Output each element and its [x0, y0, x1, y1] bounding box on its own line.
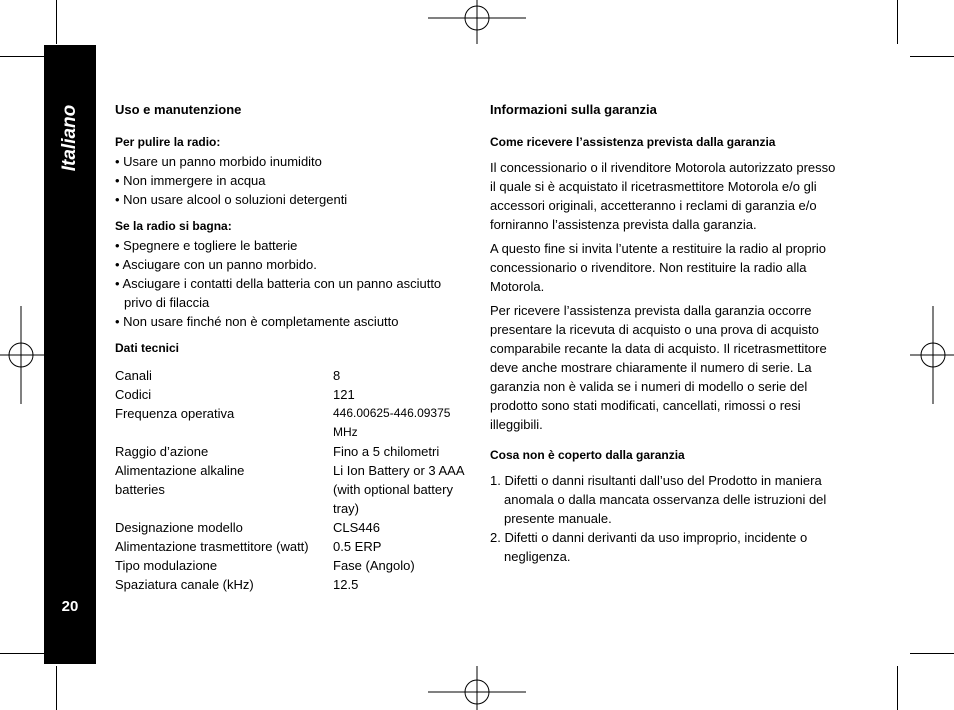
page-number: 20 — [61, 598, 79, 615]
section-title-care: Uso e manutenzione — [115, 102, 242, 117]
crop-mark — [56, 666, 57, 710]
list-item: • Non usare alcool o soluzioni detergenti — [115, 192, 348, 207]
assist-heading: Come ricevere l’assistenza prevista dalla garanzia — [490, 135, 776, 149]
crop-mark — [56, 0, 57, 44]
wet-list — [115, 236, 465, 331]
warranty-paragraph: Il concessionario o il rivenditore Motorola autorizzato presso il quale si è acquistato il ricetrasmettitore Motorola e/o gli accessori originali, accetteranno i reclami di garanzia e/o forniranno l’assistenza prevista dalla garanzia. — [490, 160, 836, 232]
registration-mark-icon — [428, 0, 526, 45]
list-item: 2. Difetti o danni derivanti da uso improprio, incidente o negligenza. — [490, 530, 808, 564]
registration-mark-icon — [428, 666, 526, 710]
left-column — [115, 100, 465, 594]
crop-mark — [897, 666, 898, 710]
warranty-paragraph: Per ricevere l’assistenza prevista dalla garanzia occorre presentare la ricevuta di acquisto o una prova di acquisto comparabile recante la data di acquisto. Il ricetrasmettitore deve anche mostrare chiaramente il numero di serie. La garanzia non è valida se i numeri di modello o serie del prodotto sono stati modificati, cancellati, rimossi o resi illeggibili. — [490, 303, 827, 432]
specs-table — [115, 366, 465, 594]
table-row: Frequenza operativa 446.00625-446.09375 MHz — [115, 406, 451, 439]
list-item: • Asciugare con un panno morbido. — [115, 257, 317, 272]
list-item: • Non usare finché non è completamente asciutto — [115, 314, 399, 329]
specs-heading: Dati tecnici — [115, 341, 180, 355]
list-item: • Usare un panno morbido inumidito — [115, 154, 322, 169]
not-covered-heading: Cosa non è coperto dalla garanzia — [490, 448, 685, 462]
table-row: Designazione modello CLS446 — [115, 520, 380, 535]
crop-mark — [0, 653, 44, 654]
table-row: Tipo modulazione Fase (Angolo) — [115, 558, 415, 573]
registration-mark-icon — [910, 306, 954, 404]
cleaning-heading: Per pulire la radio: — [115, 135, 221, 149]
list-item: • Non immergere in acqua — [115, 173, 266, 188]
list-item: • Spegnere e togliere le batterie — [115, 238, 298, 253]
language-label: Italiano — [59, 104, 80, 172]
crop-mark — [897, 0, 898, 44]
right-column — [490, 100, 842, 566]
table-row: Canali 8 — [115, 368, 341, 383]
table-row: Raggio d’azione Fino a 5 chilometri — [115, 444, 440, 459]
table-row: Alimentazione alkaline batteries Li Ion Battery or 3 AAA (with optional battery tray) — [115, 463, 464, 516]
wet-heading: Se la radio si bagna: — [115, 219, 232, 233]
cleaning-list — [115, 152, 465, 209]
table-row: Alimentazione trasmettitore (watt) 0.5 ERP — [115, 539, 382, 554]
list-item: • Asciugare i contatti della batteria con un panno asciutto privo di filaccia — [115, 276, 442, 310]
not-covered-list — [490, 471, 842, 566]
crop-mark — [910, 56, 954, 57]
crop-mark — [910, 653, 954, 654]
crop-mark — [0, 56, 44, 57]
table-row: Spaziatura canale (kHz) 12.5 — [115, 577, 359, 592]
warranty-paragraph: A questo fine si invita l’utente a restituire la radio al proprio concessionario o rivenditore. Non restituire la radio alla Motorola. — [490, 241, 827, 294]
list-item: 1. Difetti o danni risultanti dall’uso del Prodotto in maniera anomala o dalla mancata osservanza delle istruzioni del presente manuale. — [490, 473, 827, 526]
registration-mark-icon — [0, 306, 44, 404]
table-row: Codici 121 — [115, 387, 355, 402]
section-title-warranty: Informazioni sulla garanzia — [490, 102, 657, 117]
